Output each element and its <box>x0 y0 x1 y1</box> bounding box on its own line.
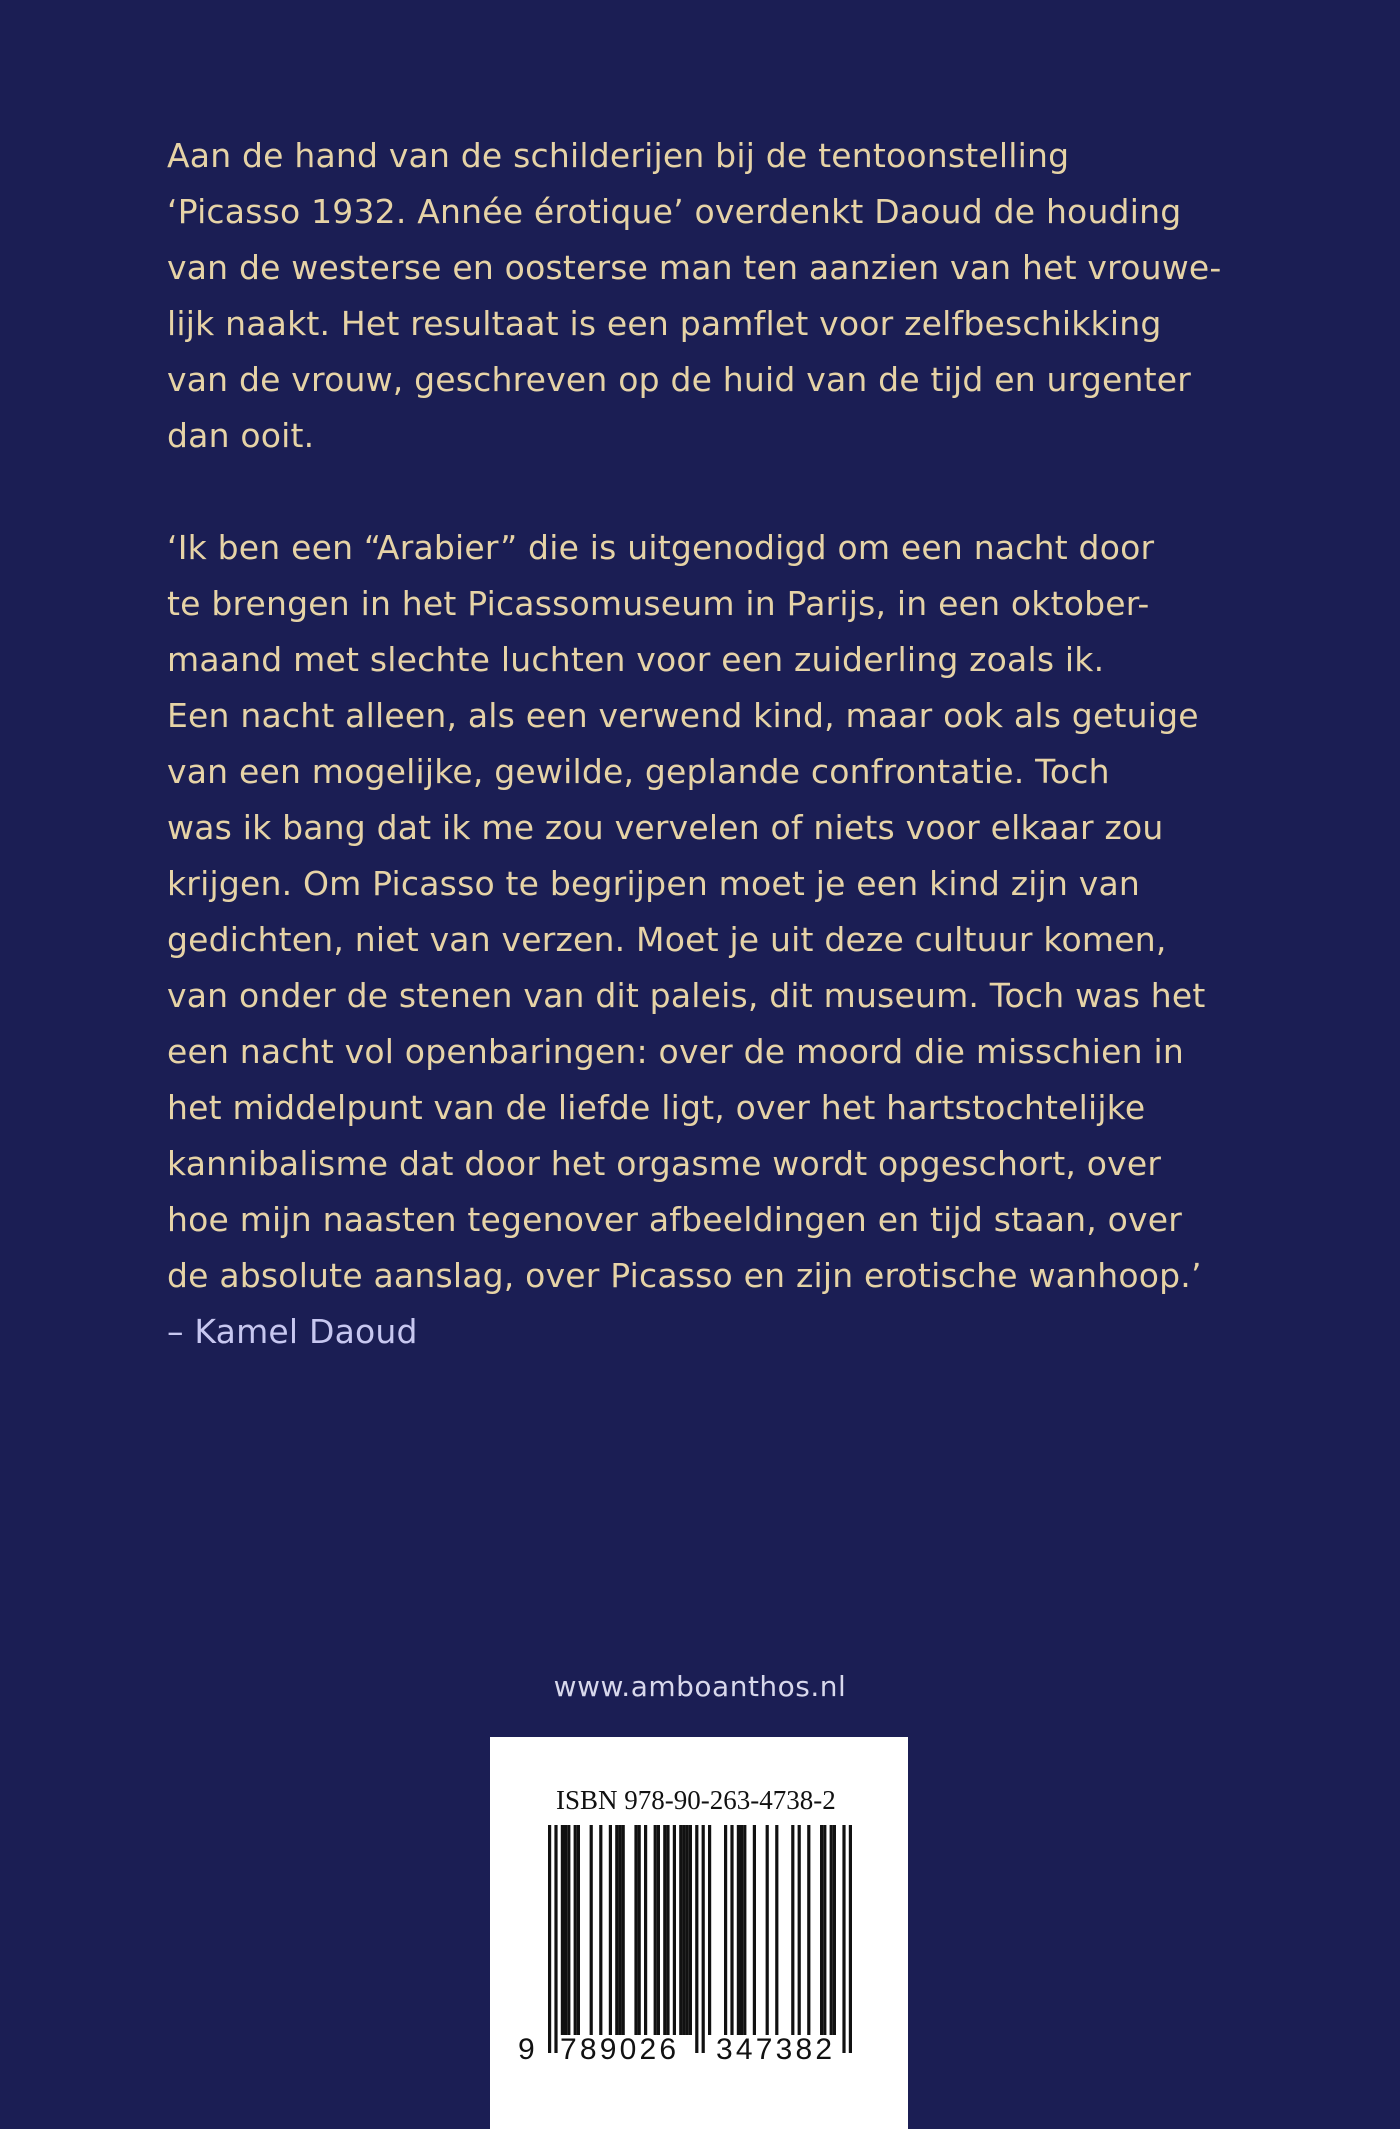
barcode-digit-first: 9 <box>518 2033 535 2066</box>
barcode-bar <box>849 1825 852 2053</box>
quote-line: hoe mijn naasten tegenover afbeeldingen en tijd staan, over <box>167 1200 1182 1239</box>
blurb-line: van de westerse en oosterse man ten aanzien van het vrouwe- <box>167 248 1222 287</box>
barcode-bar <box>682 1825 685 2035</box>
barcode-bar <box>574 1825 577 2035</box>
barcode-bar <box>833 1825 836 2035</box>
barcode-bar <box>638 1825 641 2035</box>
blurb-line: ‘Picasso 1932. Année érotique’ overdenkt Daoud de houding <box>167 192 1182 231</box>
barcode-bar <box>654 1825 657 2035</box>
blurb-line: Aan de hand van de schilderijen bij de tentoonstelling <box>167 136 1070 175</box>
quote-line: Een nacht alleen, als een verwend kind, maar ook als getuige <box>167 696 1199 735</box>
barcode-bar <box>590 1825 593 2035</box>
barcode-bar <box>634 1825 637 2035</box>
quote-line: was ik bang dat ik me zou vervelen of niets voor elkaar zou <box>167 808 1164 847</box>
barcode-bar <box>561 1825 564 2035</box>
barcode-bar <box>673 1825 676 2035</box>
barcode-bars <box>490 1737 908 2129</box>
barcode-bar <box>791 1825 794 2035</box>
quote-line: een nacht vol openbaringen: over de moord die misschien in <box>167 1032 1184 1071</box>
barcode-bar <box>689 1825 692 2035</box>
barcode-bar <box>564 1825 567 2035</box>
quote-line: van een mogelijke, gewilde, geplande confrontatie. Toch <box>167 752 1110 791</box>
blurb-line: lijk naakt. Het resultaat is een pamflet voor zelfbeschikking <box>167 304 1162 343</box>
barcode-digits-left: 789026 <box>560 2033 680 2066</box>
blurb-text <box>167 128 1257 464</box>
barcode-bar <box>599 1825 602 2035</box>
barcode-bar <box>548 1825 551 2053</box>
quote-attribution: – Kamel Daoud <box>167 1312 418 1351</box>
barcode-bar <box>737 1825 740 2035</box>
barcode-bar <box>695 1825 698 2053</box>
barcode-bar <box>618 1825 621 2035</box>
quote-line: kannibalisme dat door het orgasme wordt opgeschort, over <box>167 1144 1162 1183</box>
barcode-bar <box>740 1825 743 2035</box>
barcode-bar <box>842 1825 845 2053</box>
quote-line: van onder de stenen van dit paleis, dit museum. Toch was het <box>167 976 1206 1015</box>
quote-line: maand met slechte luchten voor een zuiderling zoals ik. <box>167 640 1105 679</box>
quote-line: krijgen. Om Picasso te begrijpen moet je een kind zijn van <box>167 864 1141 903</box>
quote-line: gedichten, niet van verzen. Moet je uit deze cultuur komen, <box>167 920 1167 959</box>
barcode-bar <box>615 1825 618 2035</box>
barcode-bar <box>554 1825 557 2053</box>
barcode-bar <box>622 1825 625 2035</box>
barcode-bar <box>657 1825 660 2035</box>
barcode-bar <box>663 1825 666 2035</box>
publisher-website[interactable]: www.amboanthos.nl <box>553 1670 847 1703</box>
barcode-bar <box>679 1825 682 2035</box>
quote-line: te brengen in het Picassomuseum in Parijs, in een oktober- <box>167 584 1150 623</box>
barcode-bar <box>666 1825 669 2035</box>
barcode-bar <box>823 1825 826 2035</box>
barcode-bar <box>724 1825 727 2035</box>
barcode-bar <box>577 1825 580 2035</box>
barcode-bar <box>644 1825 647 2035</box>
barcode-bar <box>708 1825 711 2035</box>
barcode-bar <box>820 1825 823 2035</box>
barcode-bar <box>830 1825 833 2035</box>
quote-line: het middelpunt van de liefde ligt, over het hartstochtelijke <box>167 1088 1146 1127</box>
barcode-bar <box>775 1825 778 2035</box>
barcode-bar <box>807 1825 810 2035</box>
barcode-bar <box>609 1825 612 2035</box>
barcode-bar <box>686 1825 689 2035</box>
quote-line: ‘Ik ben een “Arabier” die is uitgenodigd om een nacht door <box>167 528 1155 567</box>
barcode-bar <box>743 1825 746 2035</box>
barcode-bar <box>753 1825 756 2035</box>
isbn-label: ISBN 978-90-263-4738-2 <box>556 1785 836 1815</box>
barcode-bar <box>702 1825 705 2053</box>
blurb-line: dan ooit. <box>167 416 315 455</box>
barcode-bar <box>567 1825 570 2035</box>
barcode-bar <box>730 1825 733 2035</box>
quote-line: de absolute aanslag, over Picasso en zijn erotische wanhoop.’ <box>167 1256 1202 1295</box>
barcode-digits-right: 347382 <box>716 2033 836 2066</box>
author-quote <box>167 520 1257 1360</box>
barcode-bar <box>766 1825 769 2035</box>
isbn-barcode <box>490 1737 908 2129</box>
blurb-line: van de vrouw, geschreven op de huid van de tijd en urgenter <box>167 360 1192 399</box>
barcode-bar <box>798 1825 801 2035</box>
